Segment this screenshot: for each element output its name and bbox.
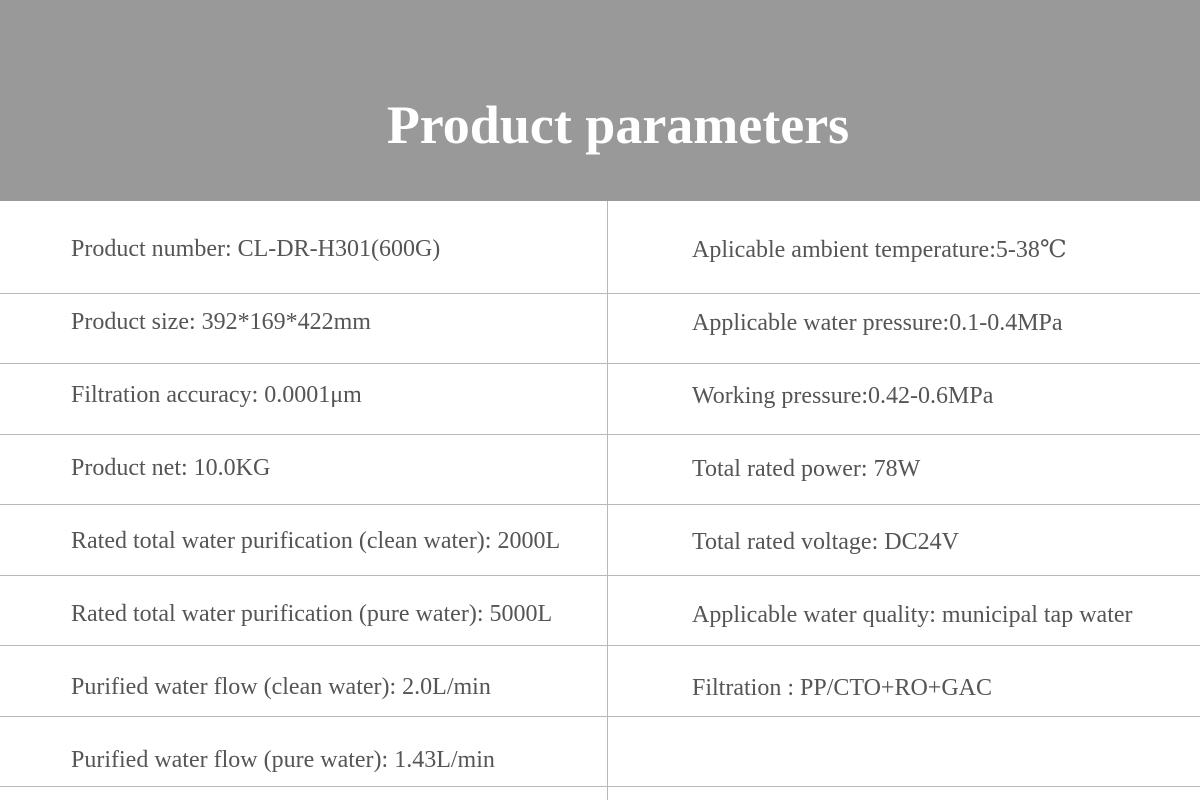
param-water-pressure: Applicable water pressure:0.1-0.4MPa: [692, 310, 1063, 336]
param-rated-voltage: Total rated voltage: DC24V: [692, 529, 959, 555]
column-divider: [607, 201, 608, 800]
row-divider: [0, 645, 1200, 646]
row-divider: [0, 716, 1200, 717]
header-banner: [0, 0, 1200, 201]
param-product-net: Product net: 10.0KG: [71, 455, 271, 481]
row-divider: [0, 504, 1200, 505]
param-filtration-accuracy: Filtration accuracy: 0.0001μm: [71, 382, 362, 408]
param-filtration: Filtration : PP/CTO+RO+GAC: [692, 675, 993, 701]
param-rated-power: Total rated power: 78W: [692, 456, 921, 482]
param-working-pressure: Working pressure:0.42-0.6MPa: [692, 383, 994, 409]
row-divider: [0, 293, 1200, 294]
row-divider: [0, 434, 1200, 435]
param-product-size: Product size: 392*169*422mm: [71, 309, 371, 335]
row-divider: [0, 786, 1200, 787]
param-purification-pure: Rated total water purification (pure water): 5000L: [71, 601, 553, 627]
param-flow-clean: Purified water flow (clean water): 2.0L/min: [71, 674, 491, 700]
param-product-number: Product number: CL-DR-H301(600G): [71, 236, 441, 262]
param-flow-pure: Purified water flow (pure water): 1.43L/min: [71, 747, 495, 773]
param-ambient-temperature: Aplicable ambient temperature:5-38℃: [692, 237, 1067, 263]
row-divider: [0, 363, 1200, 364]
param-purification-clean: Rated total water purification (clean water): 2000L: [71, 528, 561, 554]
row-divider: [0, 575, 1200, 576]
page-title: Product parameters: [386, 95, 850, 155]
param-water-quality: Applicable water quality: municipal tap water: [692, 602, 1133, 628]
